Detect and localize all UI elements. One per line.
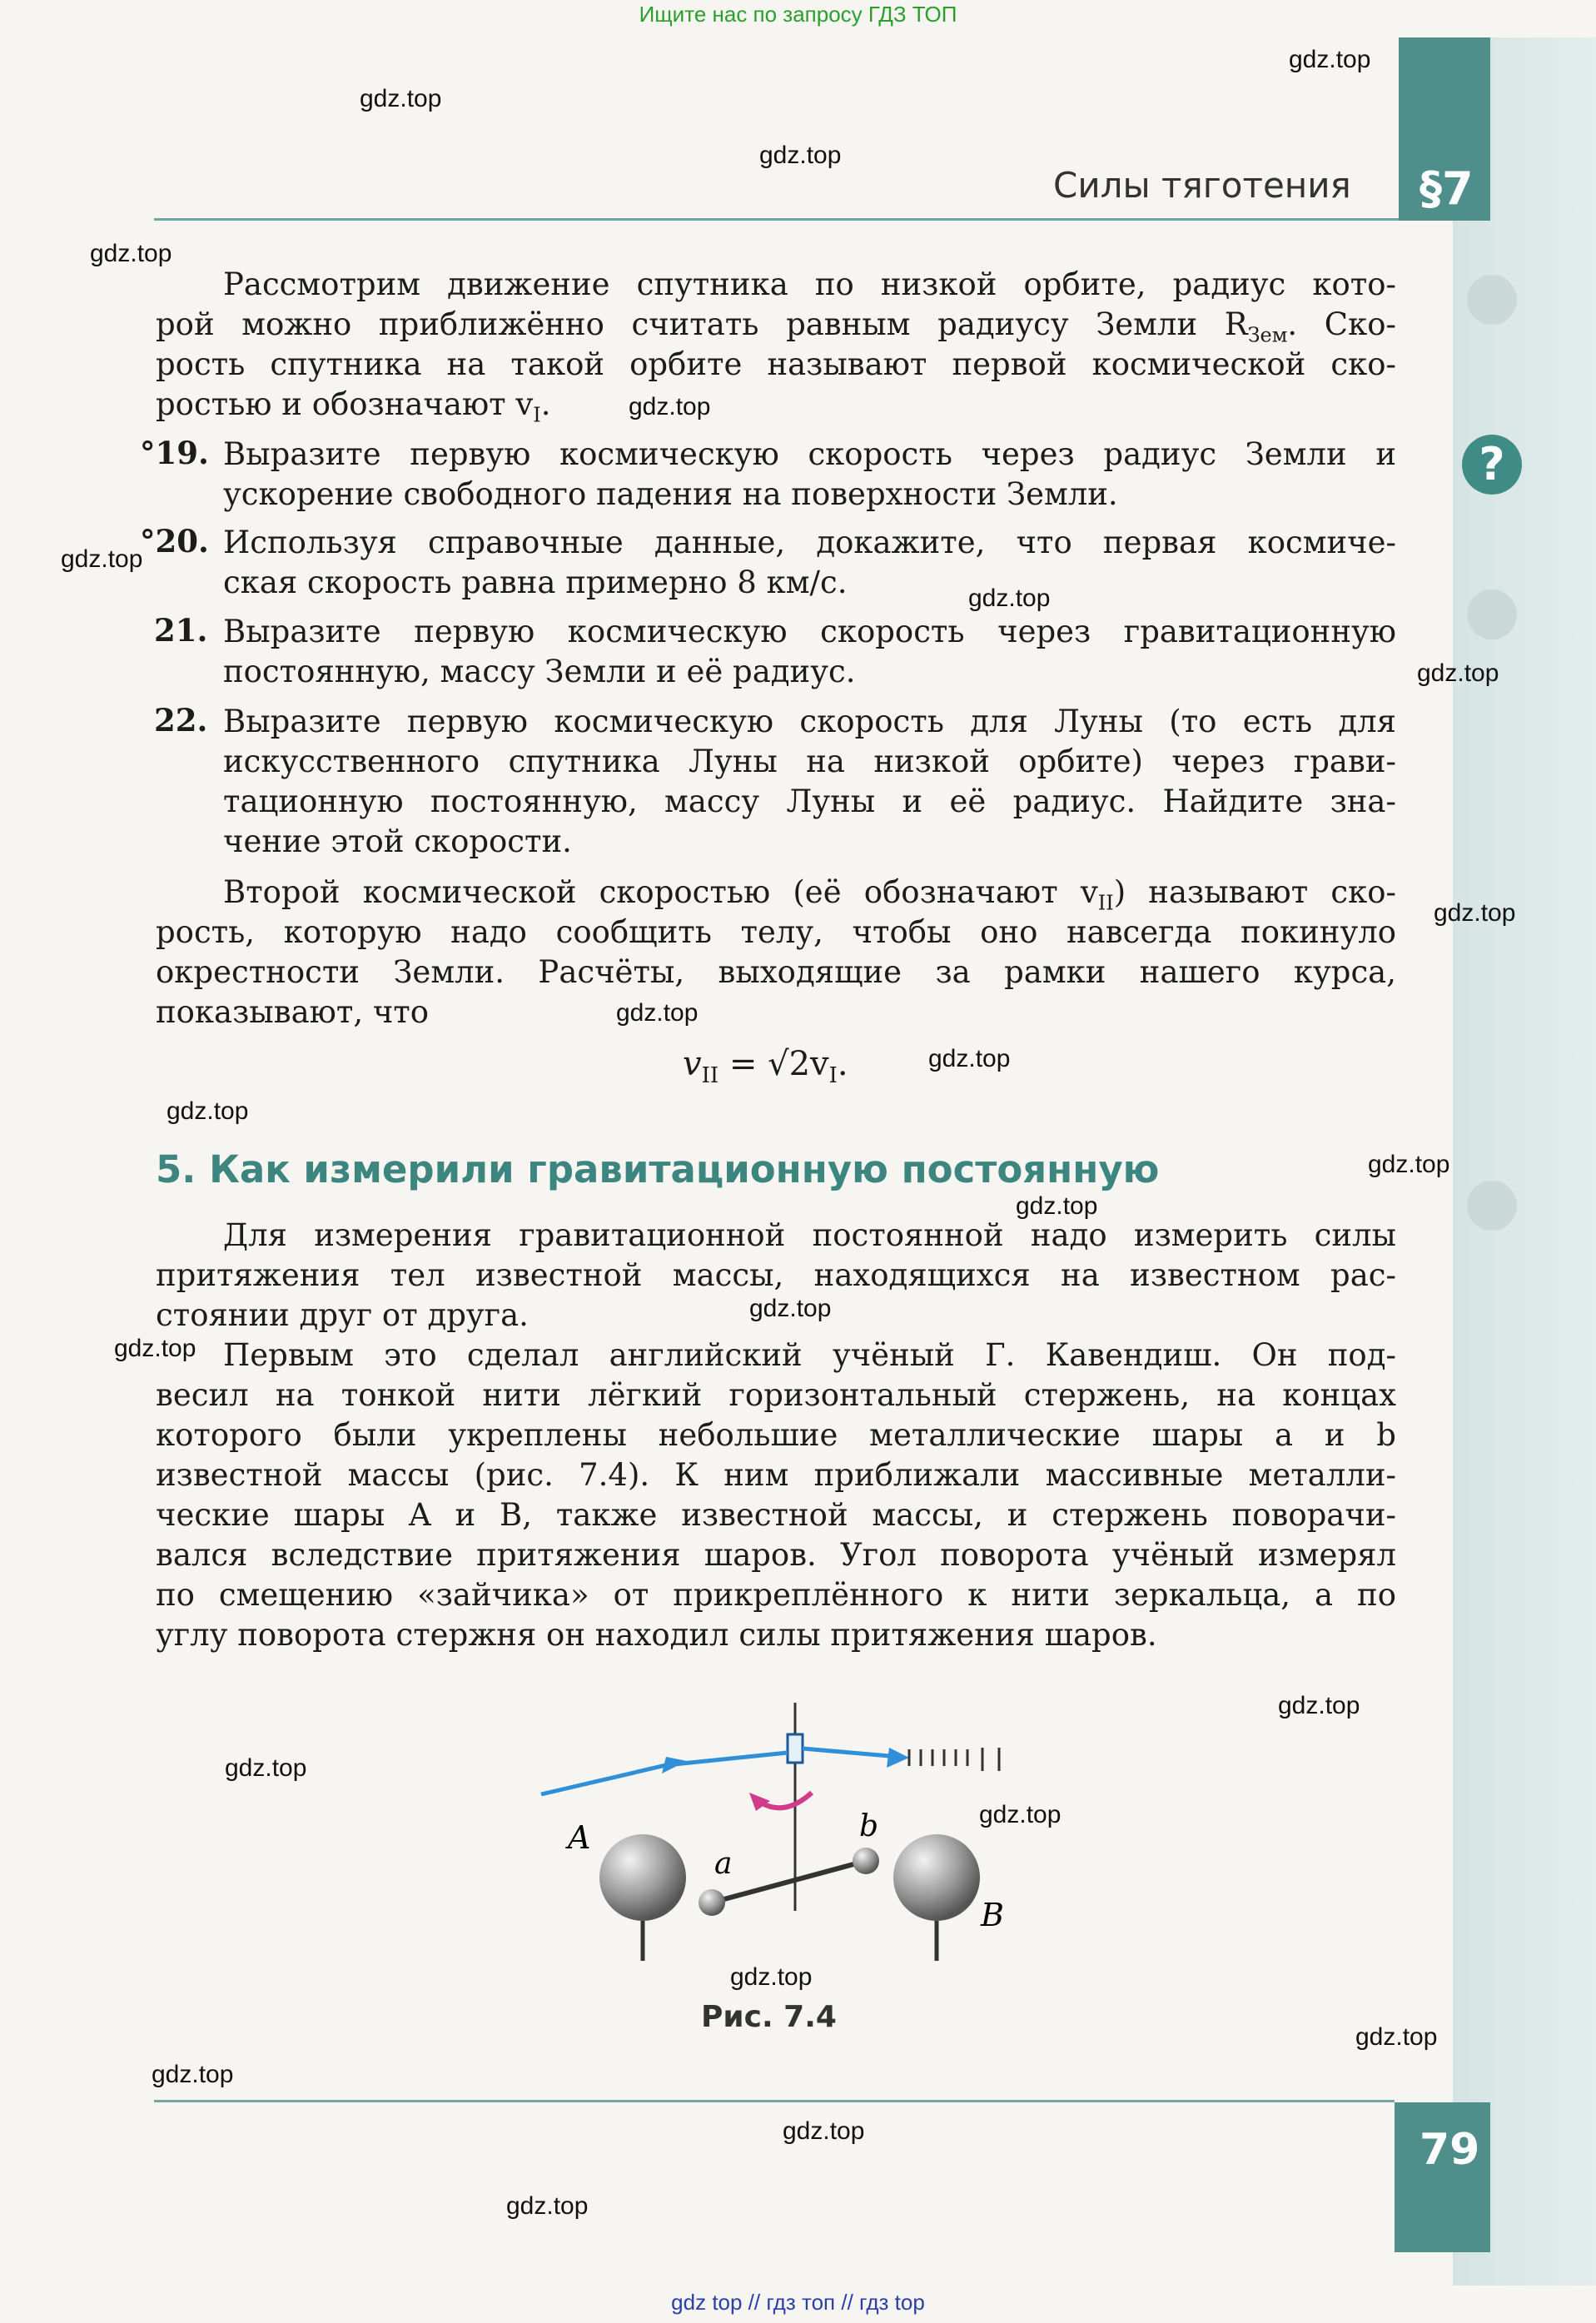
watermark: gdz.top [629,393,711,420]
text-line: Второй космической скоростью (её обозначают $v_{II}$) называют ско- [223,874,1396,915]
mirror-icon [788,1734,803,1763]
section-number: §7 [1419,162,1474,215]
question-number: 21. [154,612,208,649]
watermark: gdz.top [1016,1192,1098,1220]
scale [909,1748,999,1771]
watermark: gdz.top [616,999,699,1027]
text-line: Для измерения гравитационной постоянной надо измерить силы [223,1217,1396,1253]
incident-light-beam [541,1753,788,1794]
question-number: °20. [140,523,209,560]
ghost-globe-icon [1467,589,1517,639]
large-ball-A [599,1834,686,1921]
watermark: gdz.top [749,1295,832,1322]
label-b: b [859,1809,879,1843]
watermark: gdz.top [360,85,442,112]
small-ball-a [699,1889,725,1916]
text-line: которого были укреплены небольшие металлические шары a и b [156,1417,1396,1453]
watermark: gdz.top [1434,899,1516,927]
text-line: рость, которую надо сообщить телу, чтобы оно навсегда покинуло [156,914,1396,950]
text-line: Выразите первую космическую скорость для Луны (то есть для [223,704,1396,739]
reflected-light-beam [803,1748,899,1757]
text-line: постоянную, массу Земли и её радиус. [223,654,856,689]
watermark: gdz.top [506,2192,589,2220]
text-line: стоянии друг от друга. [156,1297,529,1333]
label-B: B [981,1897,1004,1933]
text-line: рой можно приближённо считать равным радиусу Земли $R_{Зем}$. Ско- [156,306,1396,347]
text-line: искусственного спутника Луны на низкой орбите) через грави- [223,744,1396,779]
watermark: gdz.top [1368,1151,1450,1178]
text-line: углу поворота стержня он находил силы притяжения шаров. [156,1617,1157,1653]
large-ball-B [893,1834,980,1921]
watermark: gdz.top [1417,659,1499,687]
text-line: Первым это сделал английский учёный Г. Кавендиш. Он под- [223,1337,1396,1373]
footer-divider [154,2100,1395,2102]
formula: $v_{II} = √2v_I$. [683,1045,848,1088]
watermark: gdz.top [61,545,143,573]
section-heading: 5. Как измерили гравитационную постоянную [156,1147,1160,1191]
text-line: Выразите первую космическую скорость через гравитационную [223,614,1396,649]
watermark: gdz.top [928,1045,1011,1072]
figure-caption: Рис. 7.4 [701,2000,837,2034]
text-line: чение этой скорости. [223,823,572,859]
top-banner[interactable]: Ищите нас по запросу ГДЗ ТОП [639,2,957,27]
bottom-banner[interactable]: gdz top // гдз топ // гдз top [671,2290,925,2315]
page-number: 79 [1419,2125,1480,2175]
text-line: притяжения тел известной массы, находящихся на известном рас- [156,1257,1396,1293]
arrow-icon [887,1748,909,1768]
watermark: gdz.top [968,584,1051,612]
text-line: известной массы (рис. 7.4). К ним приближали массивные металли- [156,1457,1396,1493]
text-line: весил на тонкой нити лёгкий горизонтальный стержень, на концах [156,1377,1396,1413]
watermark: gdz.top [152,2061,234,2088]
text-line: Используя справочные данные, докажите, что первая космиче- [223,525,1396,560]
text-line: ская скорость равна примерно 8 км/с. [223,565,848,600]
watermark: gdz.top [225,1754,307,1782]
ghost-globe-icon [1467,1181,1517,1231]
text-line: показывают, что [156,994,430,1030]
watermark: gdz.top [1278,1692,1360,1719]
ghost-globe-icon [1467,275,1517,325]
text-line: рость спутника на такой орбите называют первой космической ско- [156,346,1396,382]
rod [712,1861,866,1903]
text-line: Выразите первую космическую скорость через радиус Земли и [223,436,1396,472]
question-number: °19. [140,435,209,471]
text-line: вался вследствие притяжения шаров. Угол поворота учёный измерял [156,1537,1396,1573]
text-line: ростью и обозначают $v_I$. [156,386,551,427]
watermark: gdz.top [114,1335,196,1362]
cavendish-figure [533,1694,1049,1994]
watermark: gdz.top [167,1097,249,1125]
text-line: Рассмотрим движение спутника по низкой орбите, радиус кото- [223,266,1396,302]
text-line: тационную постоянную, массу Луны и её радиус. Найдите зна- [223,783,1396,819]
text-line: по смещению «зайчика» от прикреплённого к нити зеркальца, а по [156,1577,1396,1613]
label-A: A [568,1819,591,1856]
watermark: gdz.top [759,142,842,169]
question-icon: ? [1462,435,1522,495]
watermark: gdz.top [1355,2023,1438,2051]
text-line: ческие шары A и B, также известной массы, и стержень поворачи- [156,1497,1396,1533]
question-number: 22. [154,702,208,739]
header-divider [154,218,1399,221]
label-a: a [714,1847,733,1881]
watermark: gdz.top [979,1801,1062,1828]
page-side-strip [1453,37,1596,2286]
watermark: gdz.top [90,240,172,267]
watermark: gdz.top [730,1963,813,1991]
text-line: ускорение свободного падения на поверхности Земли. [223,476,1118,512]
small-ball-b [853,1848,879,1874]
watermark: gdz.top [783,2117,865,2145]
page-title: Силы тяготения [1053,165,1351,206]
watermark: gdz.top [1289,46,1371,73]
text-line: окрестности Земли. Расчёты, выходящие за рамки нашего курса, [156,954,1396,990]
